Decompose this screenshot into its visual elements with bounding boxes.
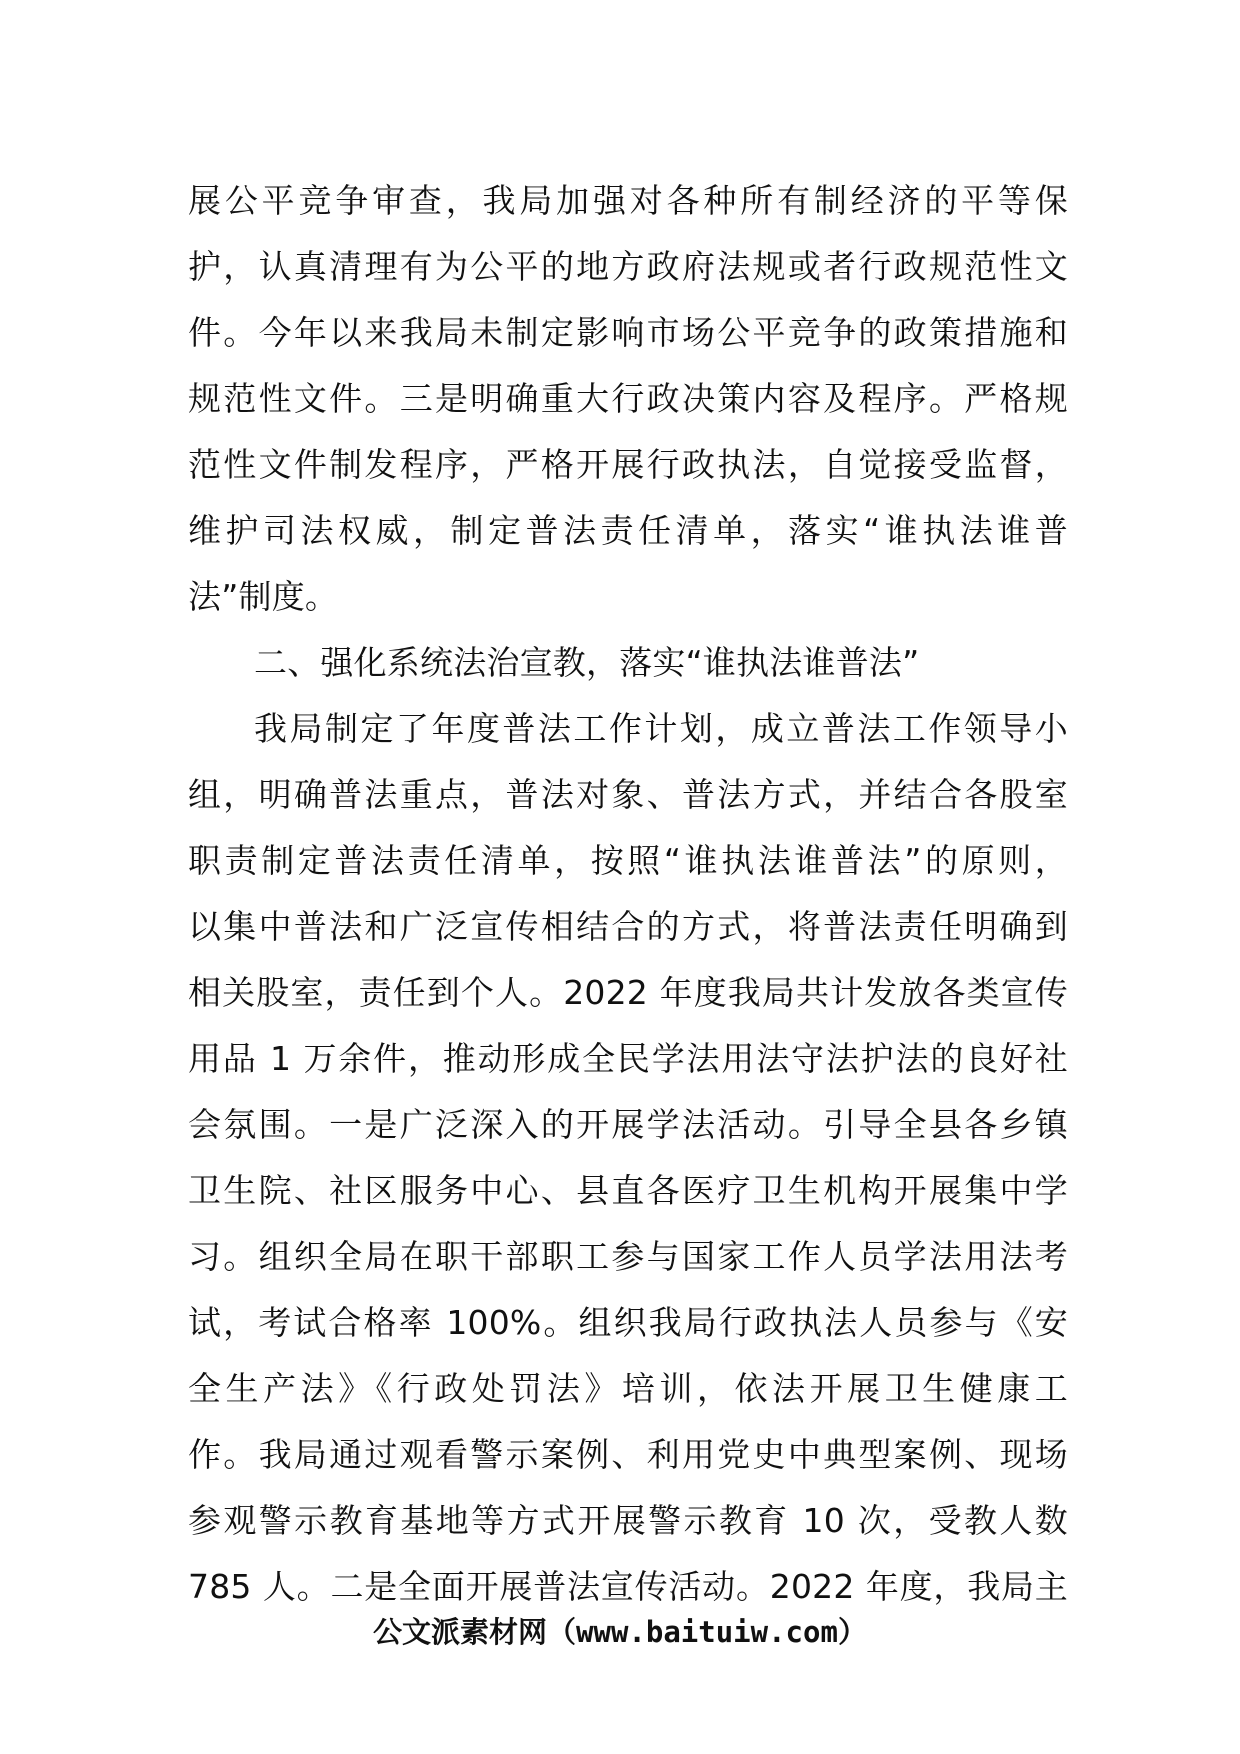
paragraph-line: 职责制定普法责任清单，按照“谁执法谁普法”的原则，	[188, 841, 1068, 880]
paragraph-line: 卫生院、社区服务中心、县直各医疗卫生机构开展集中学	[188, 1171, 1068, 1210]
paragraph-line: 参观警示教育基地等方式开展警示教育 10 次，受教人数	[188, 1501, 1068, 1540]
section-heading: 二、强化系统法治宣教，落实“谁执法谁普法”	[254, 643, 920, 682]
paragraph-line: 以集中普法和广泛宣传相结合的方式，将普法责任明确到	[188, 907, 1068, 946]
paragraph-line: 件。今年以来我局未制定影响市场公平竞争的政策措施和	[188, 313, 1068, 352]
document-body	[188, 168, 1068, 1620]
page-footer	[0, 1612, 1240, 1652]
paragraph-line: 785 人。二是全面开展普法宣传活动。2022 年度，我局主	[188, 1567, 1068, 1606]
paragraph-line: 规范性文件。三是明确重大行政决策内容及程序。严格规	[188, 379, 1068, 418]
paragraph-line: 会氛围。一是广泛深入的开展学法活动。引导全县各乡镇	[188, 1105, 1068, 1144]
paragraph-line: 用品 1 万余件，推动形成全民学法用法守法护法的良好社	[188, 1039, 1068, 1078]
paragraph-line: 作。我局通过观看警示案例、利用党史中典型案例、现场	[188, 1435, 1068, 1474]
paragraph-line: 我局制定了年度普法工作计划，成立普法工作领导小	[254, 709, 1068, 748]
paragraph-line: 相关股室，责任到个人。2022 年度我局共计发放各类宣传	[188, 973, 1068, 1012]
paragraph-line: 法”制度。	[188, 577, 339, 616]
paragraph-line: 全生产法》《行政处罚法》培训，依法开展卫生健康工	[188, 1369, 1068, 1408]
paragraph-line: 习。组织全局在职干部职工参与国家工作人员学法用法考	[188, 1237, 1068, 1276]
paragraph-line: 维护司法权威，制定普法责任清单，落实“谁执法谁普	[188, 511, 1068, 550]
footer-site-name: 公文派素材网	[373, 1615, 548, 1649]
paragraph-line: 试，考试合格率 100%。组织我局行政执法人员参与《安	[188, 1303, 1068, 1342]
paragraph-line: 展公平竞争审查，我局加强对各种所有制经济的平等保	[188, 181, 1068, 220]
footer-url[interactable]: （www.baituiw.com）	[547, 1615, 867, 1649]
paragraph-line: 组，明确普法重点，普法对象、普法方式，并结合各股室	[188, 775, 1068, 814]
paragraph-line: 范性文件制发程序，严格开展行政执法，自觉接受监督，	[188, 445, 1068, 484]
paragraph-line: 护，认真清理有为公平的地方政府法规或者行政规范性文	[188, 247, 1068, 286]
